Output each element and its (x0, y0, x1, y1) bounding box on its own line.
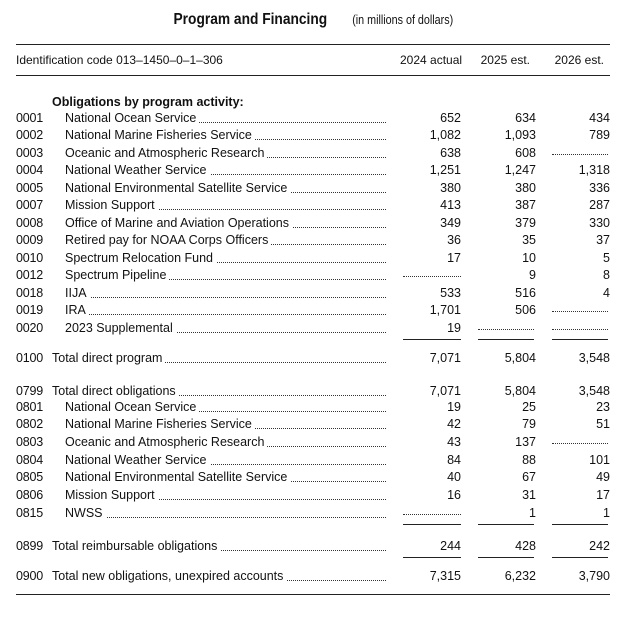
value-cell: 3,548 (578, 351, 610, 365)
line-label-text: Total reimbursable obligations (52, 539, 220, 553)
col-header-2026: 2026 est. (554, 53, 604, 67)
line-code: 0900 (16, 569, 44, 583)
line-label (65, 197, 386, 214)
line-label-text: IRA (65, 303, 89, 317)
empty-value-dots (552, 320, 608, 330)
line-code: 0003 (16, 146, 44, 160)
line-label (65, 487, 386, 504)
line-label-text: 2023 Supplemental (65, 321, 176, 335)
value-cell: 5,804 (504, 384, 536, 398)
line-label (65, 434, 386, 451)
header-top-rule (16, 44, 610, 45)
line-code: 0803 (16, 435, 44, 449)
value-cell: 17 (596, 488, 610, 502)
value-cell: 8 (603, 268, 610, 282)
line-label-text: IIJA (65, 286, 90, 300)
table-row (0, 350, 622, 367)
empty-value-dots (552, 145, 608, 155)
line-label (65, 127, 386, 144)
table-row (0, 215, 622, 232)
table-row (0, 505, 622, 522)
subtotal-rule (403, 339, 461, 340)
value-cell: 244 (440, 539, 461, 553)
value-cell: 43 (447, 435, 461, 449)
leader-dots (65, 314, 386, 315)
header-bottom-rule (16, 75, 610, 76)
value-cell: 330 (589, 216, 610, 230)
line-code: 0012 (16, 268, 44, 282)
value-cell: 31 (522, 488, 536, 502)
value-cell: 336 (589, 181, 610, 195)
value-cell: 19 (447, 321, 461, 335)
line-label-text: National Weather Service (65, 453, 210, 467)
subtotal-rule (552, 524, 608, 525)
id-code-header: Identification code 013–1450–0–1–306 (16, 53, 223, 67)
line-label-text: National Ocean Service (65, 400, 199, 414)
table-row (0, 145, 622, 162)
table-row (0, 469, 622, 486)
value-cell: 652 (440, 111, 461, 125)
table-row (0, 320, 622, 337)
line-code: 0815 (16, 506, 44, 520)
value-cell: 380 (440, 181, 461, 195)
table-row (0, 267, 622, 284)
table-row (0, 487, 622, 504)
empty-value-dots (403, 267, 461, 277)
value-cell: 23 (596, 400, 610, 414)
table-row (0, 232, 622, 249)
line-label-text: Total direct program (52, 351, 165, 365)
value-cell: 88 (522, 453, 536, 467)
value-cell: 242 (589, 539, 610, 553)
table-row (0, 285, 622, 302)
line-label-text: Oceanic and Atmospheric Research (65, 146, 267, 160)
value-cell: 413 (440, 198, 461, 212)
line-label (52, 538, 386, 555)
value-cell: 51 (596, 417, 610, 431)
line-label-text: National Environmental Satellite Service (65, 181, 290, 195)
line-code: 0019 (16, 303, 44, 317)
line-label-text: Spectrum Pipeline (65, 268, 169, 282)
line-label-text: Total new obligations, unexpired accounts (52, 569, 286, 583)
table-row (0, 568, 622, 585)
value-cell: 5 (603, 251, 610, 265)
value-cell: 37 (596, 233, 610, 247)
value-cell: 789 (589, 128, 610, 142)
subtotal-rule (403, 524, 461, 525)
value-cell: 10 (522, 251, 536, 265)
value-cell: 9 (529, 268, 536, 282)
table-row (0, 399, 622, 416)
line-label (52, 350, 386, 367)
line-label-text: NWSS (65, 506, 106, 520)
value-cell: 379 (515, 216, 536, 230)
line-label (65, 469, 386, 486)
line-label-text: National Marine Fisheries Service (65, 128, 255, 142)
subtotal-rule (478, 339, 534, 340)
subtotal-rule (478, 524, 534, 525)
line-label (65, 215, 386, 232)
line-code: 0009 (16, 233, 44, 247)
line-code: 0002 (16, 128, 44, 142)
value-cell: 7,315 (429, 569, 461, 583)
line-code: 0801 (16, 400, 44, 414)
line-code: 0018 (16, 286, 44, 300)
value-cell: 7,071 (429, 384, 461, 398)
value-cell: 287 (589, 198, 610, 212)
value-cell: 4 (603, 286, 610, 300)
value-cell: 79 (522, 417, 536, 431)
value-cell: 84 (447, 453, 461, 467)
line-label-text: National Marine Fisheries Service (65, 417, 255, 431)
value-cell: 67 (522, 470, 536, 484)
value-cell: 387 (515, 198, 536, 212)
line-code: 0004 (16, 163, 44, 177)
value-cell: 1,093 (504, 128, 536, 142)
line-code: 0899 (16, 539, 44, 553)
line-label (52, 383, 386, 400)
table-row (0, 452, 622, 469)
value-cell: 19 (447, 400, 461, 414)
line-label (65, 232, 386, 249)
section-heading: Obligations by program activity: (52, 95, 244, 109)
value-cell: 638 (440, 146, 461, 160)
value-cell: 42 (447, 417, 461, 431)
value-cell: 434 (589, 111, 610, 125)
line-label-text: National Weather Service (65, 163, 210, 177)
subtotal-rule (478, 557, 534, 558)
table-row (0, 538, 622, 555)
line-code: 0010 (16, 251, 44, 265)
value-cell: 40 (447, 470, 461, 484)
value-cell: 1,247 (504, 163, 536, 177)
table-row (0, 302, 622, 319)
col-header-2024: 2024 actual (400, 53, 463, 67)
value-cell: 36 (447, 233, 461, 247)
line-label (65, 452, 386, 469)
value-cell: 1 (603, 506, 610, 520)
line-code: 0005 (16, 181, 44, 195)
table-row (0, 416, 622, 433)
line-label (65, 399, 386, 416)
value-cell: 7,071 (429, 351, 461, 365)
line-label (52, 568, 386, 585)
table-row (0, 197, 622, 214)
col-header-2025: 2025 est. (480, 53, 530, 67)
table-row (0, 180, 622, 197)
line-label-text: Office of Marine and Aviation Operations (65, 216, 292, 230)
line-label (65, 162, 386, 179)
value-cell: 137 (515, 435, 536, 449)
value-cell: 1,701 (429, 303, 461, 317)
value-cell: 101 (589, 453, 610, 467)
line-label (65, 110, 386, 127)
table-bottom-rule (16, 594, 610, 595)
value-cell: 349 (440, 216, 461, 230)
value-cell: 5,804 (504, 351, 536, 365)
line-label-text: Spectrum Relocation Fund (65, 251, 216, 265)
subtotal-rule (403, 557, 461, 558)
table-row (0, 250, 622, 267)
line-label (65, 180, 386, 197)
value-cell: 3,548 (578, 384, 610, 398)
table-row (0, 162, 622, 179)
table-title (0, 11, 622, 29)
line-code: 0001 (16, 111, 44, 125)
line-code: 0805 (16, 470, 44, 484)
value-cell: 17 (447, 251, 461, 265)
title-main: Program and Financing (173, 11, 327, 28)
value-cell: 25 (522, 400, 536, 414)
value-cell: 608 (515, 146, 536, 160)
line-label-text: Retired pay for NOAA Corps Officers (65, 233, 271, 247)
line-label (65, 416, 386, 433)
value-cell: 506 (515, 303, 536, 317)
value-cell: 1,318 (578, 163, 610, 177)
leader-dots (65, 517, 386, 518)
empty-value-dots (478, 320, 534, 330)
line-label-text: Total direct obligations (52, 384, 179, 398)
empty-value-dots (552, 434, 608, 444)
value-cell: 428 (515, 539, 536, 553)
line-code: 0804 (16, 453, 44, 467)
line-label (65, 302, 386, 319)
value-cell: 380 (515, 181, 536, 195)
line-code: 0020 (16, 321, 44, 335)
line-code: 0799 (16, 384, 44, 398)
empty-value-dots (552, 302, 608, 312)
value-cell: 1,251 (429, 163, 461, 177)
value-cell: 35 (522, 233, 536, 247)
value-cell: 3,790 (578, 569, 610, 583)
value-cell: 1,082 (429, 128, 461, 142)
line-label (65, 250, 386, 267)
title-sub: (in millions of dollars) (352, 13, 454, 27)
line-label-text: Mission Support (65, 488, 158, 502)
line-label (65, 320, 386, 337)
empty-value-dots (403, 505, 461, 515)
value-cell: 533 (440, 286, 461, 300)
value-cell: 49 (596, 470, 610, 484)
line-code: 0100 (16, 351, 44, 365)
line-label (65, 145, 386, 162)
line-label-text: Oceanic and Atmospheric Research (65, 435, 267, 449)
line-code: 0802 (16, 417, 44, 431)
value-cell: 516 (515, 286, 536, 300)
line-label-text: Mission Support (65, 198, 158, 212)
leader-dots (65, 297, 386, 298)
table-row (0, 434, 622, 451)
value-cell: 634 (515, 111, 536, 125)
line-code: 0008 (16, 216, 44, 230)
value-cell: 6,232 (504, 569, 536, 583)
line-label (65, 285, 386, 302)
line-label (65, 505, 386, 522)
line-code: 0806 (16, 488, 44, 502)
subtotal-rule (552, 557, 608, 558)
table-row (0, 110, 622, 127)
line-code: 0007 (16, 198, 44, 212)
value-cell: 16 (447, 488, 461, 502)
table-row (0, 127, 622, 144)
value-cell: 1 (529, 506, 536, 520)
line-label-text: National Ocean Service (65, 111, 199, 125)
table-row (0, 383, 622, 400)
line-label-text: National Environmental Satellite Service (65, 470, 290, 484)
line-label (65, 267, 386, 284)
subtotal-rule (552, 339, 608, 340)
